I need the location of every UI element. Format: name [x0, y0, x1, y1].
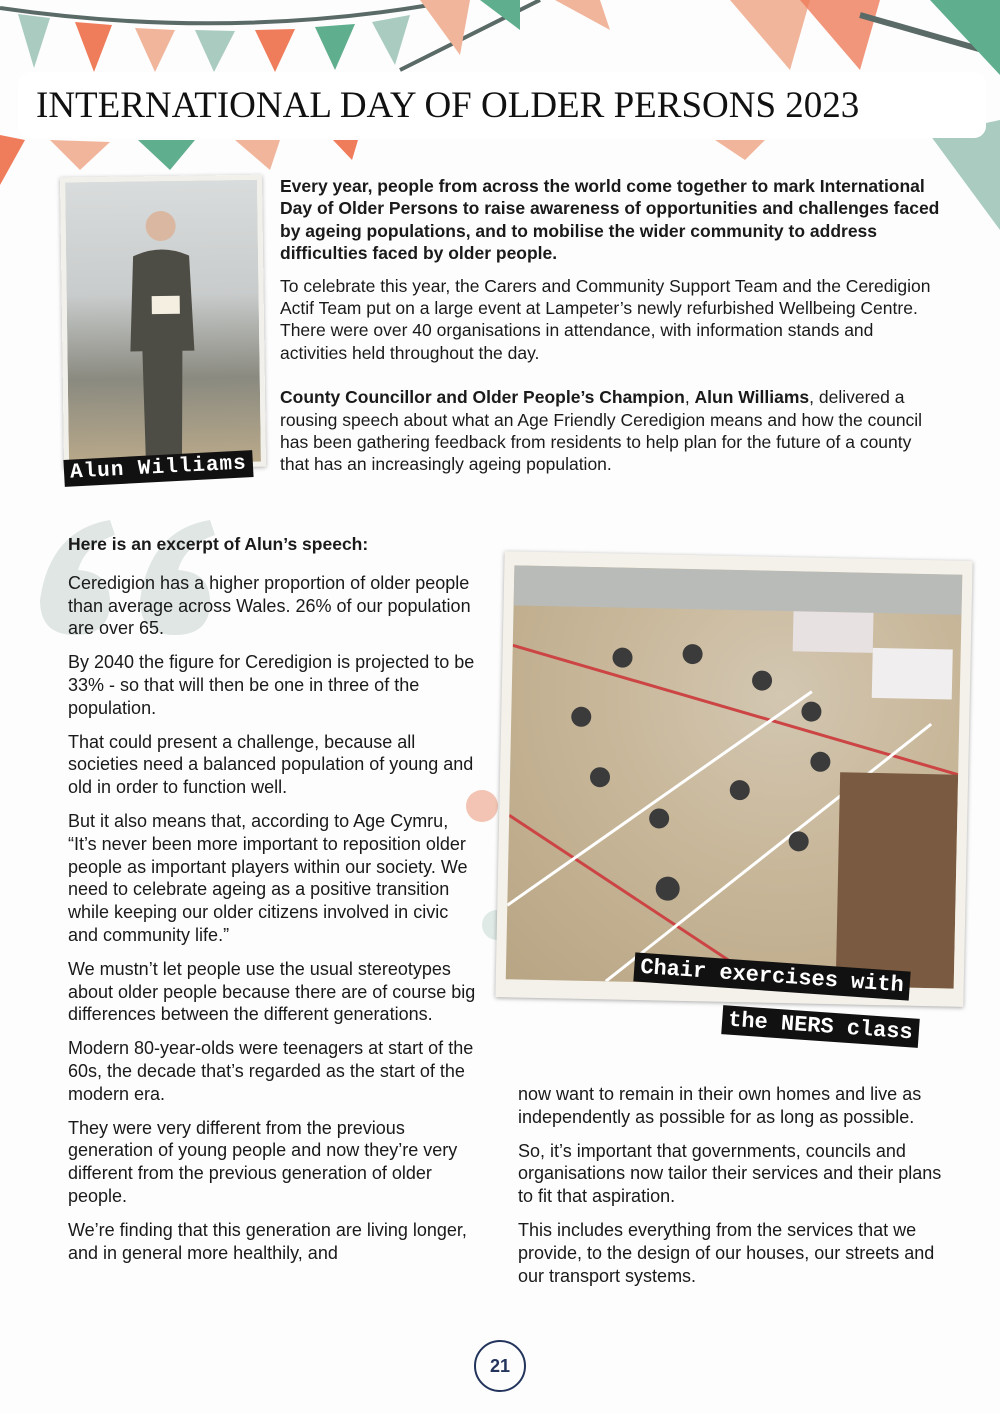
bold-text: Alun Williams — [694, 387, 810, 408]
paragraph: This includes everything from the services that we provide, to the design of our houses, our streets and our transport systems. — [518, 1219, 935, 1286]
page-title: INTERNATIONAL DAY OF OLDER PERSONS 2023 — [36, 85, 860, 126]
paragraph: We mustn’t let people use the usual stereotypes about older people because there are of course big differences between the different generations. — [68, 958, 476, 1025]
paragraph: now want to remain in their own homes and live as independently as possible for as long as possible. — [518, 1084, 922, 1127]
photo-caption: Alun Williams — [63, 450, 253, 487]
text: , — [684, 387, 695, 408]
photo-caption-line-1: Chair exercises with — [633, 952, 910, 1000]
excerpt-right-column — [518, 1083, 943, 1298]
person-figure — [120, 200, 204, 463]
article-body — [280, 175, 945, 486]
paragraph: They were very different from the previous generation of young people and now they’re very different from the previous generation of older people. — [68, 1117, 458, 1206]
paragraph: By 2040 the figure for Ceredigion is projected to be 33% - so that will then be one in three of the population. — [68, 652, 475, 718]
excerpt-heading: Here is an excerpt of Alun’s speech: — [68, 534, 369, 554]
paragraph: Modern 80-year-olds were teenagers at start of the 60s, the decade that’s regarded as the start of the modern era. — [68, 1038, 474, 1104]
excerpt-left-column — [68, 533, 478, 1275]
paragraph: So, it’s important that governments, councils and organisations now tailor their services and their plans to fit that aspiration. — [518, 1140, 942, 1207]
paragraph: But it also means that, according to Age Cymru, “It’s never been more important to reposition older people as important players within our society. We need to celebrate ageing as a positive transition while keeping our older citizens involved in civic and community life.” — [68, 810, 468, 945]
photo-image — [506, 565, 963, 988]
paragraph: That could present a challenge, because all societies need a balanced population of young and old in order to function well. — [68, 731, 474, 798]
photo-caption-line-2: the NERS class — [721, 1005, 919, 1048]
intro-paragraph: Every year, people from across the world come together to mark International Day of Older Persons to raise awareness of opportunities and challenges faced by ageing populations, and to mobilise the wider community to address difficulties faced by older people. — [280, 176, 940, 264]
bold-text: County Councillor and Older People’s Champion — [280, 387, 685, 408]
text: , delivered a rousing speech about what an Age Friendly Ceredigion means and how the council has been gathering feedback from residents to help plan for the future of a county that has an increasingly ageing population. — [280, 387, 923, 475]
photo-alun-williams — [60, 175, 266, 470]
paragraph: Ceredigion has a higher proportion of older people than average across Wales. 26% of our population are over 65. — [68, 572, 471, 639]
gym-floor-illustration — [506, 565, 963, 988]
page-number: 21 — [474, 1340, 526, 1392]
paragraph — [280, 386, 945, 476]
photo-chair-exercises — [495, 551, 972, 1007]
paragraph: We’re finding that this generation are living longer, and in general more healthily, and — [68, 1219, 467, 1263]
paragraph: To celebrate this year, the Carers and Community Support Team and the Ceredigion Actif Team put on a large event at Lampeter’s newly refurbished Wellbeing Centre. There were over 40 organisations in attendance, with information stands and activities held throughout the day. — [280, 275, 931, 363]
